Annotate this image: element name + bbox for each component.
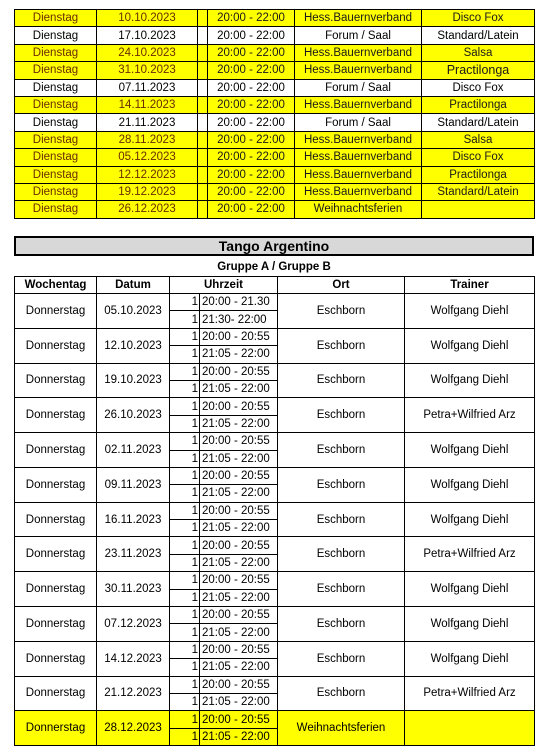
cell-spacer	[198, 10, 208, 27]
cell-day: Dienstag	[15, 27, 97, 44]
cell-group-count: 1	[170, 624, 200, 641]
cell-day: Dienstag	[15, 96, 97, 113]
cell-trainer: Wolfgang Diehl	[405, 502, 535, 537]
cell-group-count: 1	[170, 294, 200, 311]
cell-group-count: 1	[170, 311, 200, 328]
cell-date: 19.12.2023	[97, 183, 198, 200]
cell-date: 28.12.2023	[97, 711, 170, 746]
cell-dance: Practilonga	[422, 166, 535, 183]
cell-trainer: Wolfgang Diehl	[405, 467, 535, 502]
cell-day: Donnerstag	[15, 502, 97, 537]
cell-day: Donnerstag	[15, 328, 97, 363]
cell-time: 21:05 - 22:00	[200, 728, 278, 745]
cell-day: Dienstag	[15, 131, 97, 148]
table-row	[15, 641, 535, 658]
table-row	[15, 433, 535, 450]
cell-group-count: 1	[170, 728, 200, 745]
cell-time: 20:00 - 22:00	[208, 114, 295, 131]
cell-time: 21:05 - 22:00	[200, 589, 278, 606]
cell-time: 21:05 - 22:00	[200, 380, 278, 397]
cell-date: 28.11.2023	[97, 131, 198, 148]
cell-trainer: Wolfgang Diehl	[405, 607, 535, 642]
table-row	[15, 96, 535, 113]
cell-spacer	[198, 166, 208, 183]
cell-group-count: 1	[170, 589, 200, 606]
cell-time: 20:00 - 22:00	[208, 166, 295, 183]
cell-spacer	[198, 27, 208, 44]
cell-group-count: 1	[170, 607, 200, 624]
cell-day: Donnerstag	[15, 294, 97, 329]
cell-time: 20:00 - 20:55	[200, 607, 278, 624]
cell-place: Weihnachtsferien	[278, 711, 405, 746]
cell-place: Hess.Bauernverband	[295, 166, 422, 183]
cell-time: 21:05 - 22:00	[200, 693, 278, 710]
cell-time: 20:00 - 20:55	[200, 363, 278, 380]
cell-day: Dienstag	[15, 44, 97, 61]
table-row	[15, 44, 535, 61]
header-datum: Datum	[97, 277, 170, 294]
cell-group-count: 1	[170, 641, 200, 658]
cell-place: Forum / Saal	[295, 27, 422, 44]
cell-trainer: Wolfgang Diehl	[405, 433, 535, 468]
cell-dance: Disco Fox	[422, 149, 535, 166]
cell-trainer: Wolfgang Diehl	[405, 363, 535, 398]
cell-spacer	[198, 114, 208, 131]
cell-dance: Disco Fox	[422, 10, 535, 27]
cell-time: 20:00 - 20:55	[200, 572, 278, 589]
cell-date: 21.11.2023	[97, 114, 198, 131]
cell-group-count: 1	[170, 380, 200, 397]
header-trainer: Trainer	[405, 277, 535, 294]
cell-day: Dienstag	[15, 201, 97, 218]
cell-dance: Standard/Latein	[422, 27, 535, 44]
table-row	[15, 363, 535, 380]
cell-spacer	[198, 96, 208, 113]
cell-date: 31.10.2023	[97, 62, 198, 79]
cell-time: 20:00 - 20:55	[200, 433, 278, 450]
cell-date: 12.10.2023	[97, 328, 170, 363]
cell-time: 20:00 - 20:55	[200, 328, 278, 345]
cell-place: Eschborn	[278, 607, 405, 642]
header-ort: Ort	[278, 277, 405, 294]
table-row	[15, 537, 535, 554]
cell-day: Donnerstag	[15, 711, 97, 746]
cell-spacer	[198, 44, 208, 61]
cell-place: Hess.Bauernverband	[295, 149, 422, 166]
cell-place: Hess.Bauernverband	[295, 44, 422, 61]
cell-group-count: 1	[170, 398, 200, 415]
cell-trainer: Petra+Wilfried Arz	[405, 676, 535, 711]
table-row	[15, 149, 535, 166]
cell-group-count: 1	[170, 554, 200, 571]
cell-spacer	[198, 201, 208, 218]
cell-time: 20:00 - 20:55	[200, 502, 278, 519]
cell-date: 24.10.2023	[97, 44, 198, 61]
cell-place: Hess.Bauernverband	[295, 10, 422, 27]
cell-dance: Standard/Latein	[422, 114, 535, 131]
cell-trainer: Petra+Wilfried Arz	[405, 398, 535, 433]
cell-place: Eschborn	[278, 328, 405, 363]
cell-date: 07.12.2023	[97, 607, 170, 642]
cell-dance: Salsa	[422, 131, 535, 148]
cell-place: Eschborn	[278, 294, 405, 329]
cell-group-count: 1	[170, 520, 200, 537]
tango-schedule-table	[14, 276, 535, 746]
cell-day: Donnerstag	[15, 363, 97, 398]
cell-date: 05.12.2023	[97, 149, 198, 166]
table-row	[15, 166, 535, 183]
cell-date: 23.11.2023	[97, 537, 170, 572]
table-row	[15, 572, 535, 589]
cell-place: Hess.Bauernverband	[295, 96, 422, 113]
cell-time: 20:00 - 22:00	[208, 96, 295, 113]
table-row	[15, 607, 535, 624]
cell-spacer	[198, 183, 208, 200]
table-row	[15, 131, 535, 148]
cell-date: 05.10.2023	[97, 294, 170, 329]
cell-time: 21:05 - 22:00	[200, 520, 278, 537]
cell-day: Donnerstag	[15, 433, 97, 468]
cell-day: Donnerstag	[15, 607, 97, 642]
cell-time: 20:00 - 20:55	[200, 467, 278, 484]
cell-place: Weihnachtsferien	[295, 201, 422, 218]
cell-group-count: 1	[170, 363, 200, 380]
cell-place: Eschborn	[278, 433, 405, 468]
cell-time: 20:00 - 21.30	[200, 294, 278, 311]
table-row	[15, 79, 535, 96]
cell-date: 17.10.2023	[97, 27, 198, 44]
cell-time: 21:30- 22:00	[200, 311, 278, 328]
table-row	[15, 10, 535, 27]
cell-time: 21:05 - 22:00	[200, 659, 278, 676]
cell-place: Eschborn	[278, 467, 405, 502]
cell-day: Dienstag	[15, 149, 97, 166]
section-title: Tango Argentino	[14, 236, 534, 256]
cell-time: 21:05 - 22:00	[200, 450, 278, 467]
cell-time: 20:00 - 22:00	[208, 62, 295, 79]
cell-trainer: Wolfgang Diehl	[405, 572, 535, 607]
cell-dance: Disco Fox	[422, 79, 535, 96]
cell-time: 20:00 - 22:00	[208, 201, 295, 218]
cell-place: Hess.Bauernverband	[295, 131, 422, 148]
cell-place: Eschborn	[278, 537, 405, 572]
cell-date: 12.12.2023	[97, 166, 198, 183]
cell-group-count: 1	[170, 450, 200, 467]
cell-place: Hess.Bauernverband	[295, 62, 422, 79]
cell-group-count: 1	[170, 415, 200, 432]
cell-spacer	[198, 79, 208, 96]
cell-group-count: 1	[170, 572, 200, 589]
cell-day: Dienstag	[15, 62, 97, 79]
cell-spacer	[198, 131, 208, 148]
cell-time: 20:00 - 22:00	[208, 27, 295, 44]
table-row	[15, 201, 535, 218]
cell-group-count: 1	[170, 676, 200, 693]
cell-time: 21:05 - 22:00	[200, 554, 278, 571]
cell-day: Dienstag	[15, 183, 97, 200]
cell-date: 16.11.2023	[97, 502, 170, 537]
table-row	[15, 467, 535, 484]
table-row	[15, 676, 535, 693]
cell-dance: Salsa	[422, 44, 535, 61]
table-row	[15, 183, 535, 200]
cell-place: Forum / Saal	[295, 114, 422, 131]
cell-dance	[422, 201, 535, 218]
cell-spacer	[198, 62, 208, 79]
cell-date: 30.11.2023	[97, 572, 170, 607]
cell-date: 07.11.2023	[97, 79, 198, 96]
cell-time: 20:00 - 22:00	[208, 131, 295, 148]
cell-time: 20:00 - 20:55	[200, 711, 278, 728]
header-wochentag: Wochentag	[15, 277, 97, 294]
cell-day: Donnerstag	[15, 467, 97, 502]
cell-dance: Practilonga	[422, 62, 535, 79]
table-header-row	[15, 277, 535, 294]
cell-time: 20:00 - 22:00	[208, 79, 295, 96]
cell-day: Dienstag	[15, 114, 97, 131]
cell-date: 09.11.2023	[97, 467, 170, 502]
cell-day: Donnerstag	[15, 398, 97, 433]
cell-place: Eschborn	[278, 398, 405, 433]
cell-time: 21:05 - 22:00	[200, 346, 278, 363]
table-row	[15, 398, 535, 415]
cell-date: 19.10.2023	[97, 363, 170, 398]
cell-trainer	[405, 711, 535, 746]
cell-date: 14.12.2023	[97, 641, 170, 676]
cell-trainer: Wolfgang Diehl	[405, 294, 535, 329]
cell-day: Dienstag	[15, 10, 97, 27]
cell-time: 20:00 - 22:00	[208, 44, 295, 61]
cell-date: 10.10.2023	[97, 10, 198, 27]
table-row	[15, 711, 535, 728]
cell-group-count: 1	[170, 328, 200, 345]
table-row	[15, 27, 535, 44]
table-row	[15, 62, 535, 79]
cell-group-count: 1	[170, 485, 200, 502]
cell-group-count: 1	[170, 659, 200, 676]
cell-day: Dienstag	[15, 166, 97, 183]
table-row	[15, 502, 535, 519]
cell-place: Eschborn	[278, 502, 405, 537]
cell-date: 26.10.2023	[97, 398, 170, 433]
cell-place: Eschborn	[278, 641, 405, 676]
cell-time: 20:00 - 22:00	[208, 183, 295, 200]
cell-place: Eschborn	[278, 572, 405, 607]
table-row	[15, 294, 535, 311]
cell-time: 20:00 - 20:55	[200, 641, 278, 658]
cell-day: Donnerstag	[15, 641, 97, 676]
cell-day: Donnerstag	[15, 537, 97, 572]
dienstag-schedule-table	[14, 9, 535, 219]
table-row	[15, 114, 535, 131]
cell-day: Donnerstag	[15, 676, 97, 711]
cell-place: Forum / Saal	[295, 79, 422, 96]
cell-place: Eschborn	[278, 363, 405, 398]
cell-time: 21:05 - 22:00	[200, 485, 278, 502]
section-subtitle: Gruppe A / Gruppe B	[217, 261, 331, 273]
cell-group-count: 1	[170, 537, 200, 554]
cell-group-count: 1	[170, 467, 200, 484]
cell-time: 20:00 - 20:55	[200, 398, 278, 415]
cell-time: 20:00 - 20:55	[200, 676, 278, 693]
header-uhrzeit: Uhrzeit	[170, 277, 278, 294]
cell-trainer: Petra+Wilfried Arz	[405, 537, 535, 572]
cell-group-count: 1	[170, 433, 200, 450]
cell-group-count: 1	[170, 693, 200, 710]
cell-dance: Standard/Latein	[422, 183, 535, 200]
cell-spacer	[198, 149, 208, 166]
cell-time: 21:05 - 22:00	[200, 415, 278, 432]
cell-date: 14.11.2023	[97, 96, 198, 113]
cell-time: 20:00 - 22:00	[208, 10, 295, 27]
cell-group-count: 1	[170, 711, 200, 728]
cell-day: Donnerstag	[15, 572, 97, 607]
cell-day: Dienstag	[15, 79, 97, 96]
cell-group-count: 1	[170, 502, 200, 519]
cell-place: Eschborn	[278, 676, 405, 711]
cell-trainer: Wolfgang Diehl	[405, 328, 535, 363]
cell-time: 21:05 - 22:00	[200, 624, 278, 641]
cell-group-count: 1	[170, 346, 200, 363]
table-row	[15, 328, 535, 345]
cell-trainer: Wolfgang Diehl	[405, 641, 535, 676]
cell-date: 26.12.2023	[97, 201, 198, 218]
cell-time: 20:00 - 20:55	[200, 537, 278, 554]
cell-place: Hess.Bauernverband	[295, 183, 422, 200]
cell-date: 21.12.2023	[97, 676, 170, 711]
cell-date: 02.11.2023	[97, 433, 170, 468]
cell-time: 20:00 - 22:00	[208, 149, 295, 166]
cell-dance: Practilonga	[422, 96, 535, 113]
